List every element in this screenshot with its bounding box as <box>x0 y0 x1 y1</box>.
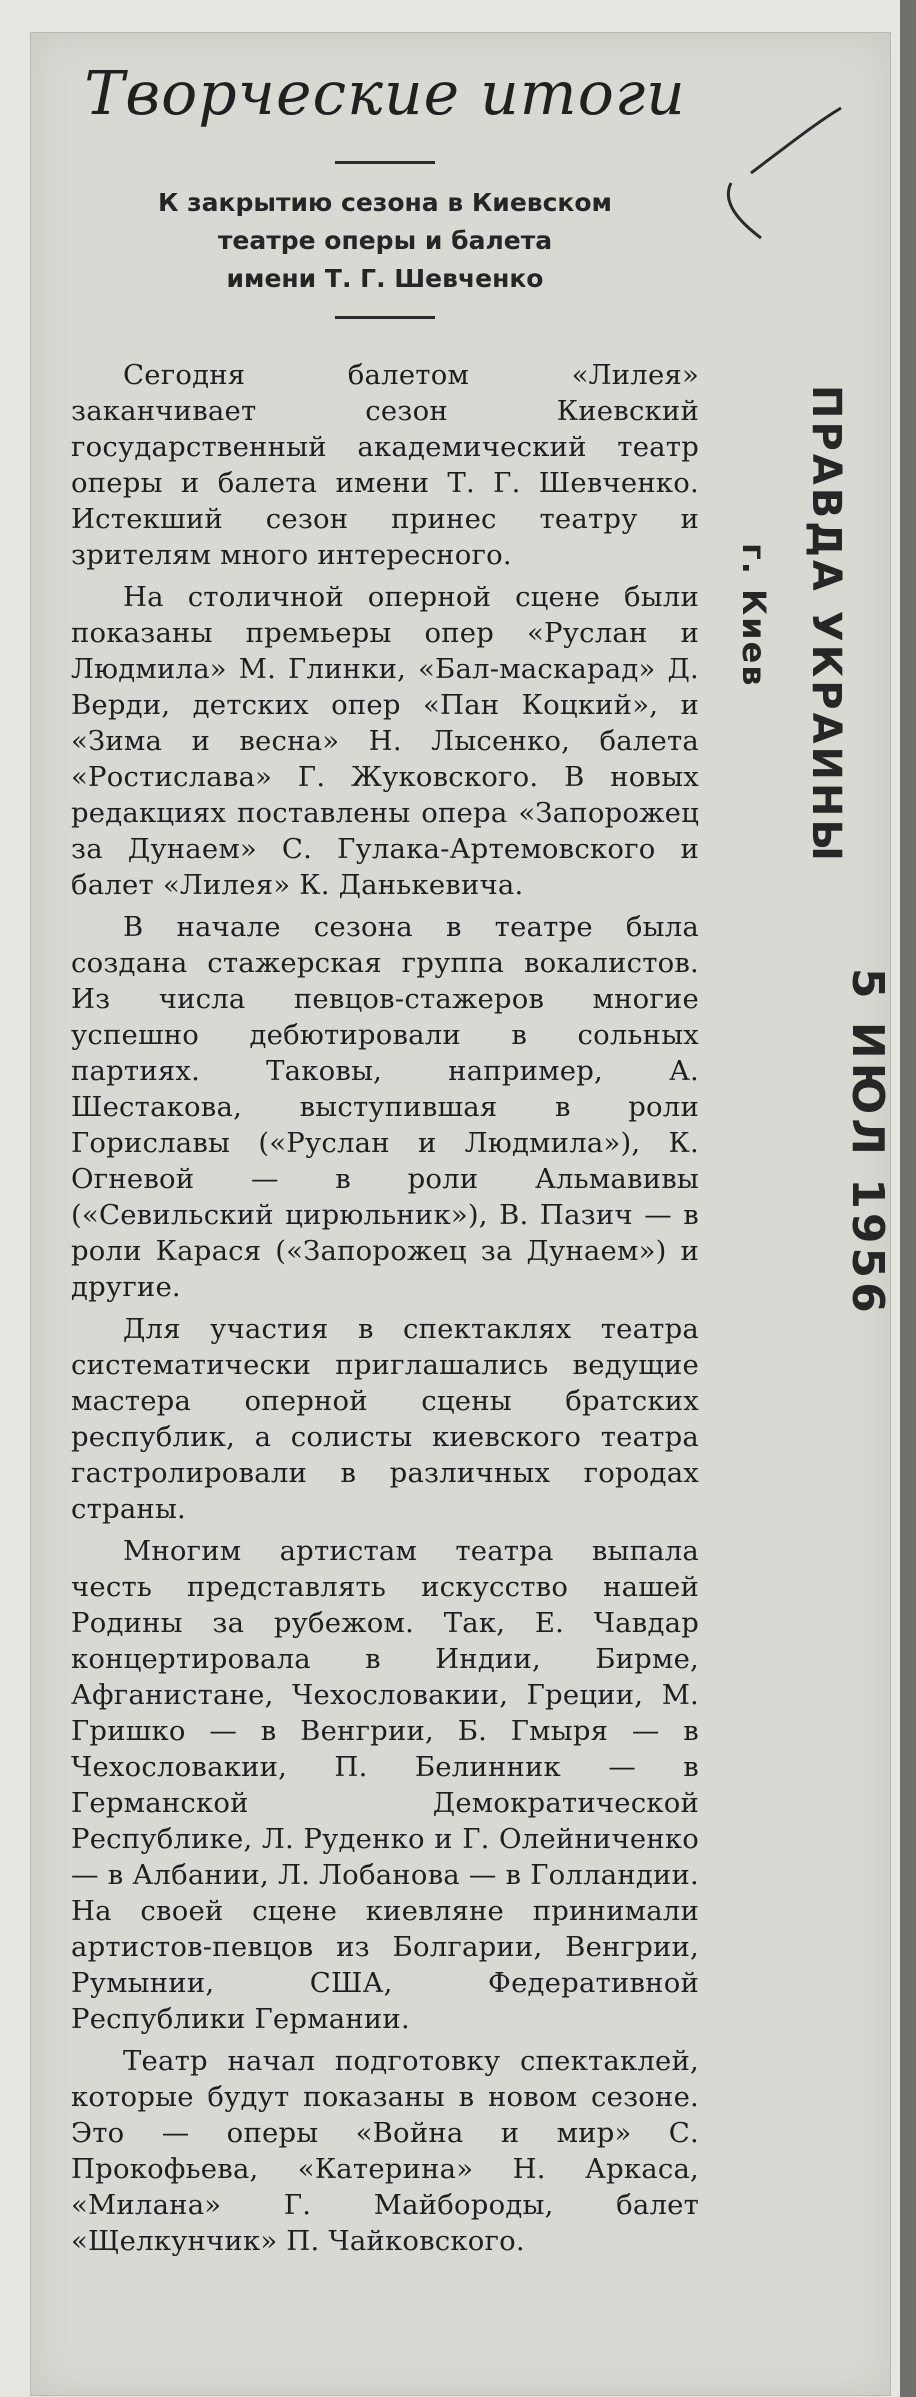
subtitle-divider <box>335 316 435 319</box>
newspaper-clipping <box>30 32 891 2396</box>
paragraph-trainee-group: В начале сезона в театре была создана стажерская группа вокалистов. Из числа певцов-стажеров многие успешно дебютировали в сольных партиях. Таковы, например, А. Шестакова, выступившая в роли Гориславы («Руслан и Людмила»), К. Огневой — в роли Альмавивы («Севильский цирюльник»), В. Пазич — в роли Карася («Запорожец за Дунаем») и другие. <box>71 911 699 1303</box>
paragraph-season-close: Сегодня балетом «Лилея» заканчивает сезон Киевский государственный академический театр оперы и балета имени Т. Г. Шевченко. Истекший сезон принес театру и зрителям много интересного. <box>71 359 699 571</box>
article-body <box>71 357 699 2259</box>
paragraph-premieres: На столичной оперной сцене были показаны премьеры опер «Руслан и Людмила» М. Глинки, «Бал-маскарад» Д. Верди, детских опер «Пан Коцкий», и «Зима и весна» Н. Лысенко, балета «Ростислава» Г. Жуковского. В новых редакциях поставлены опера «Запорожец за Дунаем» С. Гулака-Артемовского и балет «Лилея» К. Данькевича. <box>71 581 699 901</box>
title-divider <box>335 161 435 164</box>
subtitle-line: К закрытию сезона в Киевском <box>158 188 612 217</box>
subtitle-line: имени Т. Г. Шевченко <box>226 264 544 293</box>
newspaper-name-stamp: ПРАВДА УКРАИНЫ <box>803 385 849 864</box>
date-stamp: 5 ИЮЛ 1956 <box>842 968 893 1317</box>
paragraph-guest-artists: Для участия в спектаклях театра систематически приглашались ведущие мастера оперной сцены братских республик, а солисты киевского театра гастролировали в различных городах страны. <box>71 1313 699 1525</box>
subtitle-line: театре оперы и балета <box>217 226 553 255</box>
article-title: Творческие итоги <box>84 59 686 129</box>
city-stamp: г. Киев <box>735 543 773 688</box>
paragraph-new-season: Театр начал подготовку спектаклей, которые будут показаны в новом сезоне. Это — оперы «Война и мир» С. Прокофьева, «Катерина» Н. Аркаса, «Милана» Г. Майбороды, балет «Щелкунчик» П. Чайковского. <box>71 2045 699 2257</box>
article <box>71 33 699 2265</box>
article-subtitle <box>71 184 699 298</box>
paragraph-tours-abroad: Многим артистам театра выпала честь представлять искусство нашей Родины за рубежом. Так, Е. Чавдар концертировала в Индии, Бирме, Афганистане, Чехословакии, Греции, М. Гришко — в Венгрии, Б. Гмыря — в Чехословакии, П. Белинник — в Германской Демократической Республике, Л. Руденко и Г. Олейниченко — в Албании, Л. Лобанова — в Голландии. На своей сцене киевляне принимали артистов-певцов из Болгарии, Венгрии, Румынии, США, Федеративной Республики Германии. <box>71 1535 699 2035</box>
handwritten-mark <box>691 63 851 263</box>
